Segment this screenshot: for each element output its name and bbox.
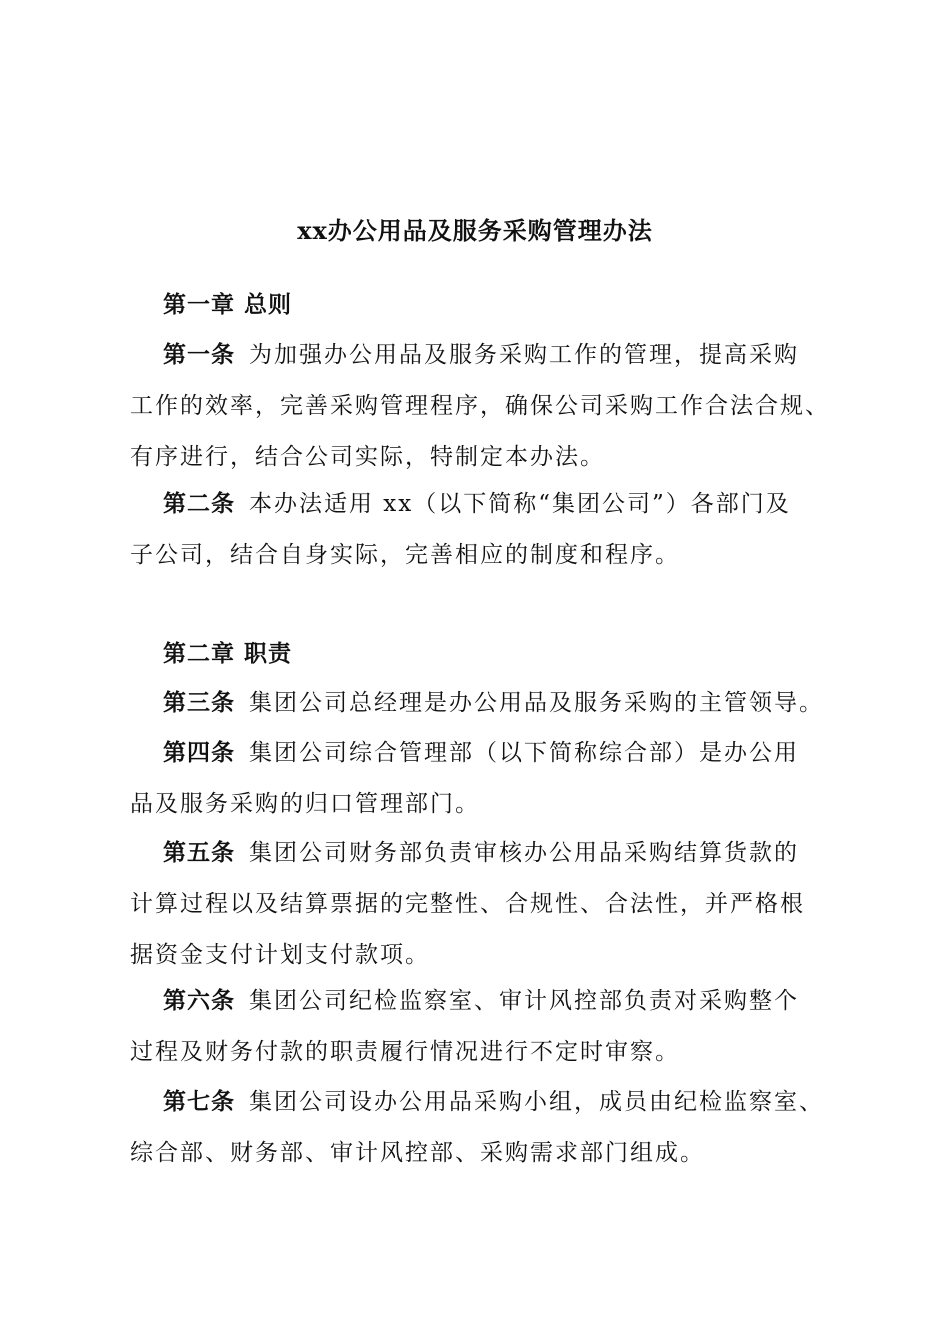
article-4-first-line	[130, 727, 850, 779]
article-2	[130, 478, 850, 581]
article-3-first-line	[130, 677, 850, 729]
article-6-text-1: 集团公司纪检监察室、审计风控部负责对采购整个	[249, 988, 799, 1014]
chapter-2-heading: 第二章 职责	[163, 640, 293, 667]
article-5-label: 第五条	[163, 839, 235, 866]
article-1-text-1: 为加强办公用品及服务采购工作的管理，提高采购	[249, 342, 799, 368]
article-3-text-1: 集团公司总经理是办公用品及服务采购的主管领导。	[249, 690, 824, 716]
article-4-text-1: 集团公司综合管理部（以下简称综合部）是办公用	[249, 740, 799, 766]
article-2-label: 第二条	[163, 490, 235, 517]
article-6-first-line	[130, 975, 850, 1027]
article-6-label: 第六条	[163, 987, 235, 1014]
article-3	[130, 677, 850, 729]
article-7-first-line	[130, 1076, 850, 1128]
chapter-1-heading: 第一章 总则	[163, 291, 293, 318]
article-7	[130, 1076, 850, 1179]
article-3-label: 第三条	[163, 689, 235, 716]
article-2-text-1: 本办法适用 xx（以下简称“集团公司”）各部门及	[249, 491, 791, 517]
article-5-text-3: 据资金支付计划支付款项。	[130, 942, 430, 968]
article-7-text-2: 综合部、财务部、审计风控部、采购需求部门组成。	[130, 1140, 705, 1166]
article-2-first-line	[130, 478, 850, 530]
article-7-label: 第七条	[163, 1088, 235, 1115]
article-1-first-line	[130, 329, 850, 381]
article-1-text-3: 有序进行，结合公司实际，特制定本办法。	[130, 444, 605, 470]
article-1-text-2: 工作的效率，完善采购管理程序，确保公司采购工作合法合规、	[130, 393, 830, 419]
article-7-text-1: 集团公司设办公用品采购小组，成员由纪检监察室、	[249, 1089, 824, 1115]
article-1	[130, 329, 850, 483]
article-6	[130, 975, 850, 1078]
article-4	[130, 727, 850, 830]
article-5-text-2: 计算过程以及结算票据的完整性、合规性、合法性，并严格根	[130, 891, 805, 917]
article-4-text-2: 品及服务采购的归口管理部门。	[130, 791, 480, 817]
article-5-text-1: 集团公司财务部负责审核办公用品采购结算货款的	[249, 840, 799, 866]
article-2-text-2: 子公司，结合自身实际，完善相应的制度和程序。	[130, 542, 680, 568]
article-6-text-2: 过程及财务付款的职责履行情况进行不定时审察。	[130, 1039, 680, 1065]
document-title: xx办公用品及服务采购管理办法	[297, 216, 653, 245]
article-4-label: 第四条	[163, 739, 235, 766]
article-5-first-line	[130, 827, 850, 879]
article-5	[130, 827, 850, 981]
article-1-label: 第一条	[163, 341, 235, 368]
